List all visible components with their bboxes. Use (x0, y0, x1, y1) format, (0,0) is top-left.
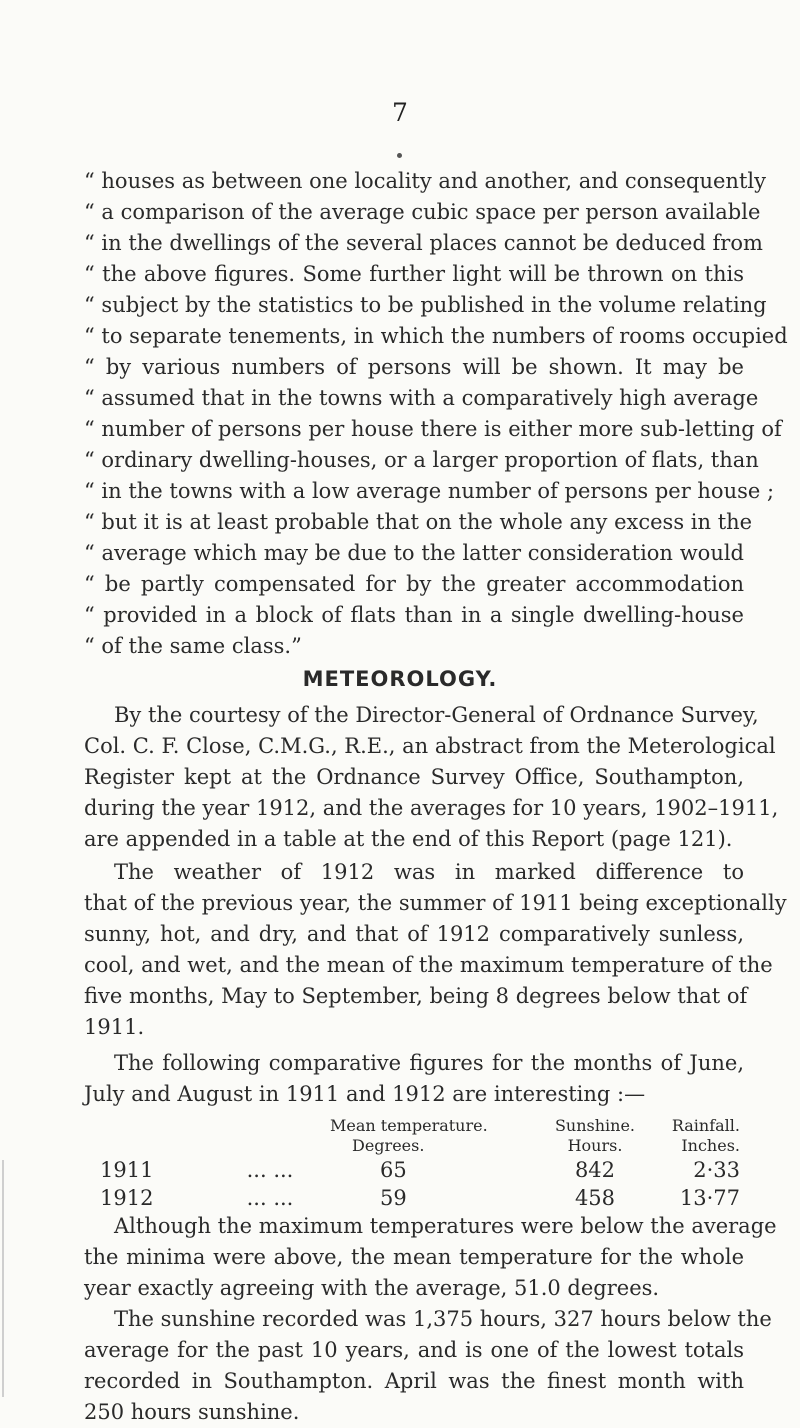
quote-line: “ average which may be due to the latter consideration would (84, 541, 744, 565)
text-line: during the year 1912, and the averages for 10 years, 1902–1911, (84, 796, 779, 820)
quote-line: “ of the same class.” (84, 634, 302, 658)
text-line: 250 hours sunshine. (84, 1400, 300, 1424)
table-row (100, 1156, 740, 1184)
paragraph-sunshine (84, 1304, 772, 1428)
quote-line: “ but it is at least probable that on the whole any excess in the (84, 510, 753, 534)
paragraph-weather (84, 857, 787, 1043)
quote-line: “ in the towns with a low average number of persons per house ; (84, 479, 775, 503)
quote-line: “ be partly compensated for by the greater accommodation (84, 572, 744, 596)
text-line: recorded in Southampton. April was the finest month with (84, 1369, 744, 1393)
paragraph-courtesy (84, 700, 779, 855)
text-line: are appended in a table at the end of this Report (page 121). (84, 827, 733, 851)
text-line: year exactly agreeing with the average, 51.0 degrees. (84, 1276, 660, 1300)
row-rainfall: 2·33 (693, 1158, 740, 1182)
table-header-row (100, 1116, 740, 1156)
text-line: The following comparative figures for the months of June, (114, 1051, 744, 1075)
row-rainfall: 13·77 (679, 1186, 740, 1210)
text-line: Although the maximum temperatures were below the average (114, 1214, 777, 1238)
row-dots: ... ... (246, 1158, 294, 1182)
header-sunshine: Sunshine. Hours. (554, 1116, 636, 1155)
quote-line: “ by various numbers of persons will be shown. It may be (84, 355, 744, 379)
text-line: five months, May to September, being 8 degrees below that of (84, 984, 748, 1008)
row-sunshine: 458 (574, 1186, 616, 1210)
quote-line: “ to separate tenements, in which the numbers of rooms occupied (84, 324, 788, 348)
row-year: 1911 (100, 1158, 154, 1182)
page-number: 7 (392, 98, 408, 127)
quote-line: “ houses as between one locality and another, and consequently (84, 169, 766, 193)
decorative-dot (397, 153, 402, 158)
row-temperature: 59 (380, 1186, 407, 1210)
quote-line: “ subject by the statistics to be published in the volume relating (84, 293, 767, 317)
text-line: By the courtesy of the Director-General of Ordnance Survey, (114, 703, 759, 727)
paragraph-comparative (84, 1048, 744, 1110)
quote-line: “ a comparison of the average cubic space per person available (84, 200, 761, 224)
comparison-table (100, 1116, 740, 1212)
text-line: average for the past 10 years, and is one of the lowest totals (84, 1338, 744, 1362)
text-line: The sunshine recorded was 1,375 hours, 327 hours below the (114, 1307, 772, 1331)
quote-line: “ in the dwellings of the several places cannot be deduced from (84, 231, 763, 255)
quote-line: “ the above figures. Some further light will be thrown on this (84, 262, 744, 286)
row-temperature: 65 (380, 1158, 407, 1182)
text-line: sunny, hot, and dry, and that of 1912 comparatively sunless, (84, 922, 744, 946)
header-mean-temperature: Mean temperature. Degrees. (330, 1116, 488, 1155)
row-year: 1912 (100, 1186, 154, 1210)
row-sunshine: 842 (574, 1158, 616, 1182)
scan-edge-line (2, 1160, 4, 1397)
table-row (100, 1184, 740, 1212)
text-line: Col. C. F. Close, C.M.G., R.E., an abstract from the Meterological (84, 734, 776, 758)
text-line: July and August in 1911 and 1912 are interesting :— (84, 1082, 646, 1106)
quote-line: “ assumed that in the towns with a comparatively high average (84, 386, 759, 410)
section-heading: METEOROLOGY. (302, 667, 498, 691)
quote-line: “ ordinary dwelling-houses, or a larger proportion of flats, than (84, 448, 759, 472)
header-rainfall: Rainfall. Inches. (671, 1116, 740, 1155)
paragraph-temperatures (84, 1211, 777, 1304)
row-dots: ... ... (246, 1186, 294, 1210)
text-line: that of the previous year, the summer of 1911 being exceptionally (84, 891, 787, 915)
text-line: cool, and wet, and the mean of the maximum temperature of the (84, 953, 773, 977)
text-line: 1911. (84, 1015, 145, 1039)
text-line: Register kept at the Ordnance Survey Office, Southampton, (84, 765, 744, 789)
text-line: The weather of 1912 was in marked difference to (114, 860, 744, 884)
quote-line: “ number of persons per house there is either more sub-letting of (84, 417, 782, 441)
text-line: the minima were above, the mean temperature for the whole (84, 1245, 744, 1269)
quoted-passage (84, 166, 788, 662)
quote-line: “ provided in a block of flats than in a single dwelling-house (84, 603, 744, 627)
